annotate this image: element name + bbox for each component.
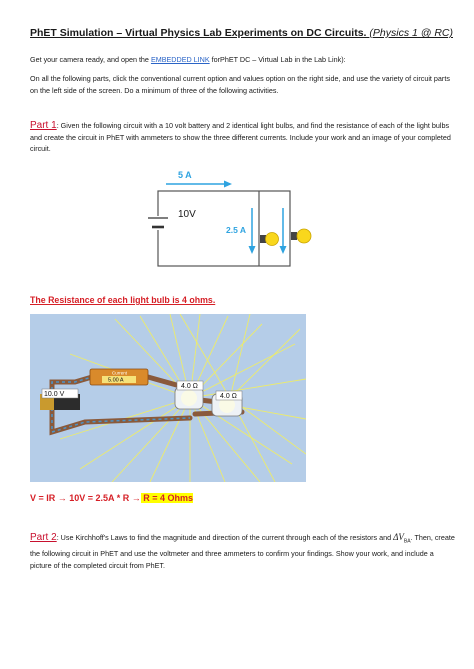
resistance-answer: The Resistance of each light bulb is 4 ohms.	[30, 295, 216, 305]
title-main: PhET Simulation – Virtual Physics Lab Experiments on DC Circuits.	[30, 27, 367, 39]
document-title	[30, 27, 453, 39]
ammeter-title: Current	[112, 370, 128, 376]
intro-text-2: forPhET DC – Virtual Lab in the Lab Link):	[209, 55, 346, 64]
equation-result: R = 4 Ohms	[140, 493, 193, 503]
part2-text-b: . Then, create the following circuit in PhET and use the voltmeter and three ammeters to confirm your findings. Show your work, and include a picture of the completed circuit from PhET.	[30, 533, 455, 571]
equation-mid: 10V = 2.5A * R	[66, 493, 132, 503]
branch-arrow-1-head	[249, 246, 256, 254]
battery-label: 10V	[178, 209, 196, 220]
branch-current-label: 2.5 A	[226, 225, 247, 235]
arrow-right-icon: →	[57, 493, 67, 503]
phet-circuit-svg	[30, 314, 306, 482]
part2-paragraph	[30, 531, 455, 573]
embedded-link[interactable]: EMBEDDED LINK	[150, 55, 210, 64]
delta-v-subscript: BA	[403, 538, 411, 545]
bulb-icon-2	[291, 229, 311, 243]
arrow-right-icon: →	[131, 493, 141, 503]
top-current-label: 5 A	[178, 170, 192, 180]
intro-text-1: Get your camera ready, and open the	[30, 55, 151, 64]
sim-bulb2-label: 4.0 Ω	[220, 393, 237, 400]
intro-paragraph	[30, 54, 450, 66]
ammeter-value: 5.00 A	[108, 377, 124, 384]
ohms-law-equation	[30, 493, 193, 503]
battery-symbol	[148, 216, 168, 230]
part1-label: Part 1	[30, 120, 57, 131]
equation-v: V = IR	[30, 493, 58, 503]
sim-bulb-1-glow	[181, 390, 197, 406]
circuit-wire-loop	[158, 191, 290, 266]
circuit-diagram	[148, 166, 328, 272]
sim-battery-label: 10.0 V	[44, 391, 65, 398]
part1-text: : Given the following circuit with a 10 volt battery and 2 identical light bulbs, and find the resistance of each of the light bulbs and create the circuit in PhET with ammeters to show the three different currents. Include your work and an image of your completed circuit.	[30, 121, 451, 153]
title-subtitle: (Physics 1 @ RC)	[369, 27, 453, 39]
branch-arrow-2-head	[280, 246, 287, 254]
part1-paragraph	[30, 120, 455, 155]
sim-bulb1-label: 4.0 Ω	[181, 383, 198, 390]
part2-label: Part 2	[30, 532, 57, 543]
bulb-icon-1	[260, 233, 279, 246]
instructions-paragraph: On all the following parts, click the conventional current option and values option on the right side, and use the variety of circuit parts on the left side of the screen. Do a minimum of three of the following activities.	[30, 74, 450, 95]
phet-simulation-image	[30, 314, 306, 482]
part2-text-a: : Use Kirchhoff's Laws to find the magnitude and direction of the current through each of the resistors and	[56, 533, 394, 542]
delta-v-symbol: ΔV	[393, 532, 404, 542]
top-arrow-head	[224, 181, 232, 188]
